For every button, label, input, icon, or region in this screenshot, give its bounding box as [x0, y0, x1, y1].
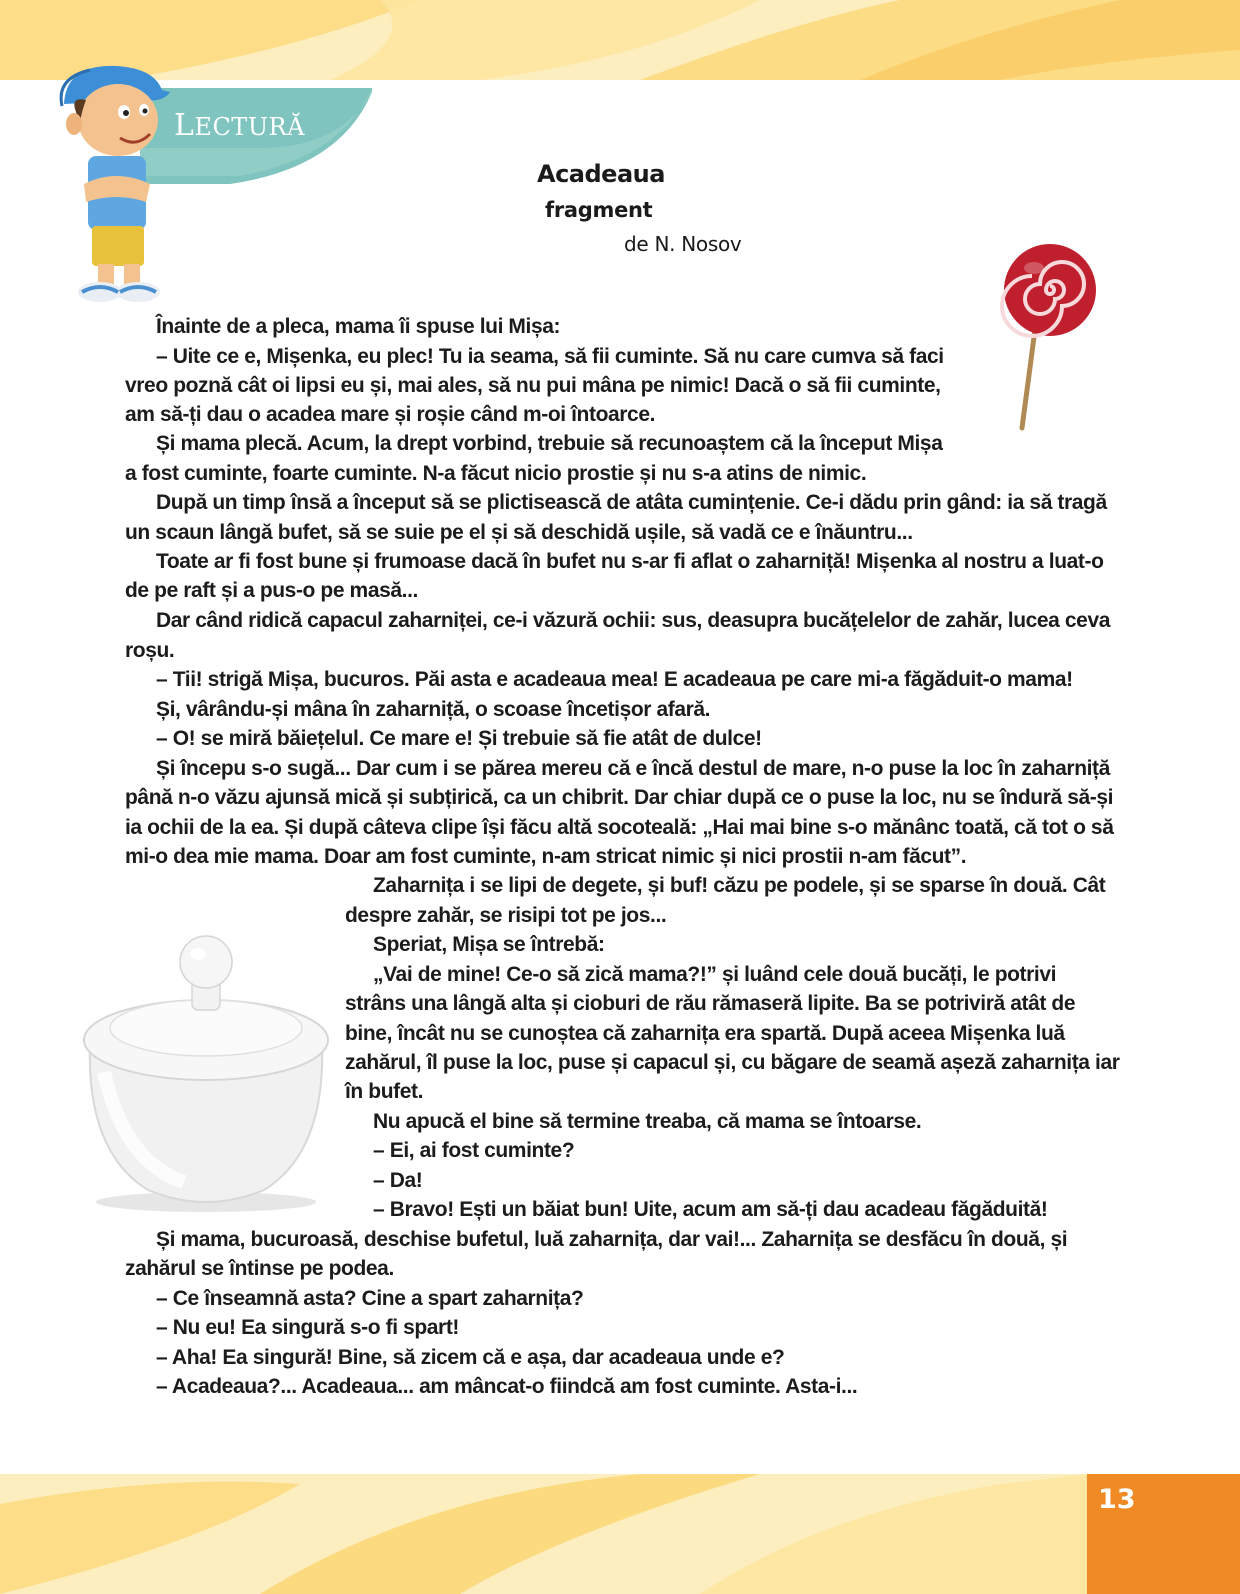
text-line: vreo poznă cât oi lipsi eu și, mai ales, să nu pui mâna pe nimic! Dacă o să fii cuminte,: [125, 374, 941, 397]
text-line: Speriat, Mișa se întrebă:: [373, 933, 605, 956]
text-line: am să-ți dau o acadea mare și roșie când m-oi întoarce.: [125, 403, 656, 426]
page-number: 13: [1098, 1484, 1136, 1515]
text-line: Toate ar fi fost bune și frumoase dacă în bufet nu s-ar fi aflat o zaharniță! Mișenka al nostru a luat-o: [156, 550, 1104, 573]
header-background: [0, 0, 1240, 80]
text-line: – Uite ce e, Mișenka, eu plec! Tu ia seama, să fii cuminte. Să nu care cumva să faci: [156, 345, 944, 368]
text-line: – Tii! strigă Mișa, bucuros. Păi asta e acadeaua mea! E acadeaua pe care mi-a făgăduit-o mama!: [156, 668, 1073, 691]
text-line: în bufet.: [345, 1080, 424, 1103]
text-line: ia ochii de la ea. Și după câteva clipe își făcu altă socoteală: „Hai mai bine s-o mănânc toată, că tot o să: [125, 816, 1114, 839]
text-line: a fost cuminte, foarte cuminte. N-a făcut nicio prostie și nu s-a atins de nimic.: [125, 462, 867, 485]
text-line: roșu.: [125, 639, 175, 662]
text-line: strâns una lângă alta și cioburi de rău rămaseră lipite. Ba se potriviră atât de: [345, 992, 1076, 1015]
text-line: un scaun lângă bufet, să se suie pe el și să deschidă ușile, să vadă ce e înăuntru...: [125, 521, 913, 544]
text-line: Înainte de a pleca, mama îi spuse lui Mișa:: [156, 315, 561, 338]
text-line: până n-o văzu ajunsă mică și subțirică, ca un chibrit. Dar chiar după ce o puse la loc, nu se îndură să-și: [125, 786, 1114, 809]
text-line: Dar când ridică capacul zaharniței, ce-i văzură ochii: sus, deasupra bucățelelor de zahăr, lucea ceva: [156, 609, 1111, 632]
text-line: zahărul se întinse pe podea.: [125, 1257, 394, 1280]
story-author: de N. Nosov: [624, 232, 742, 256]
boy-mascot-illustration: [46, 56, 182, 306]
text-line: – O! se miră băiețelul. Ce mare e! Și trebuie să fie atât de dulce!: [156, 727, 762, 750]
text-line: Nu apucă el bine să termine treaba, că mama se întoarse.: [373, 1110, 922, 1133]
story-subtitle: fragment: [545, 198, 653, 222]
text-line: – Da!: [373, 1169, 423, 1192]
text-line: – Nu eu! Ea singură s-o fi spart!: [156, 1316, 460, 1339]
text-line: După un timp însă a început să se plictisească de atâta cumințenie. Ce-i dădu prin gând: ia să tragă: [156, 491, 1107, 514]
story-title: Acadeaua: [537, 160, 665, 188]
text-line: – Ei, ai fost cuminte?: [373, 1139, 575, 1162]
section-title: LECTURĂ: [174, 108, 305, 143]
text-line: – Aha! Ea singură! Bine, să zicem că e așa, dar acadeaua unde e?: [156, 1346, 785, 1369]
text-line: Și mama plecă. Acum, la drept vorbind, trebuie să recunoaștem că la început Mișa: [156, 432, 943, 455]
text-line: despre zahăr, se risipi tot pe jos...: [345, 904, 667, 927]
sugar-bowl-image: [64, 932, 344, 1222]
text-line: Și mama, bucuroasă, deschise bufetul, luă zaharnița, dar vai!... Zaharnița se desfăcu în două, și: [156, 1228, 1068, 1251]
text-line: bine, încât nu se cunoștea că zaharnița era spartă. După aceea Mișenka luă: [345, 1022, 1065, 1045]
text-line: mi-o dea mie mama. Doar am fost cuminte, n-am stricat nimic și nici prostii n-am făcut”.: [125, 845, 967, 868]
text-line: „Vai de mine! Ce-o să zică mama?!” și luând cele două bucăți, le potrivi: [373, 963, 1057, 986]
text-line: Și, vârându-și mâna în zaharniță, o scoase încetișor afară.: [156, 698, 711, 721]
text-line: zahărul, îl puse la loc, puse și capacul și, cu băgare de seamă așeză zaharnița iar: [345, 1051, 1120, 1074]
text-line: – Acadeaua?... Acadeaua... am mâncat-o fiindcă am fost cuminte. Asta-i...: [156, 1375, 858, 1398]
text-line: Și începu s-o sugă... Dar cum i se părea mereu că e încă destul de mare, n-o puse la loc în zaharniță: [156, 757, 1110, 780]
text-line: Zaharnița i se lipi de degete, și buf! căzu pe podele, și se sparse în două. Cât: [373, 874, 1106, 897]
text-line: de pe raft și a pus-o pe masă...: [125, 579, 418, 602]
text-line: – Bravo! Ești un băiat bun! Uite, acum am să-ți dau acadeau făgăduită!: [373, 1198, 1048, 1221]
text-line: – Ce înseamnă asta? Cine a spart zaharnița?: [156, 1287, 584, 1310]
lollipop-image: [1000, 242, 1100, 434]
footer-background: [0, 1474, 1240, 1594]
